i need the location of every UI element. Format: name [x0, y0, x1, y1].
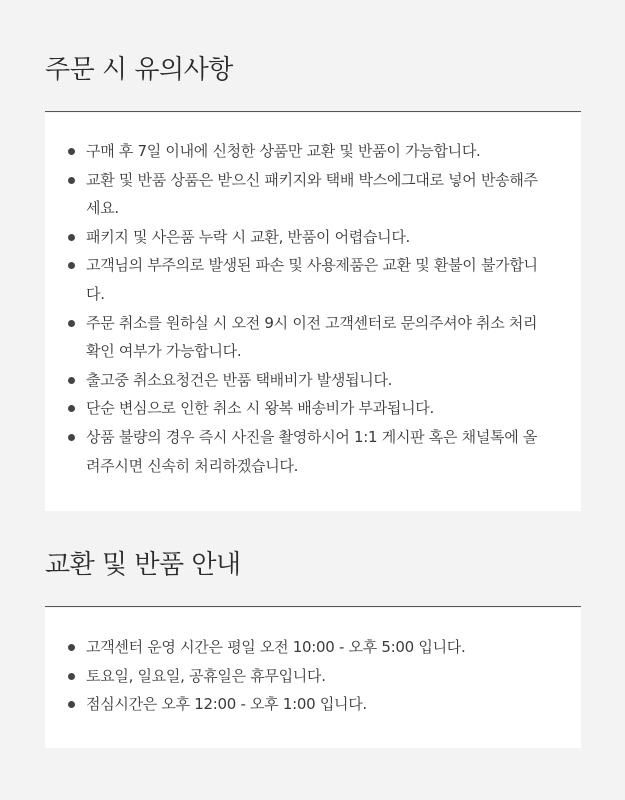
order-notice-divider: [45, 111, 581, 112]
exchange-guide-list: [86, 633, 551, 719]
list-item: [86, 662, 551, 691]
list-item: [86, 309, 551, 366]
list-item: [86, 394, 551, 423]
bullet-icon: [68, 434, 75, 441]
list-item-text: 단순 변심으로 인한 취소 시 왕복 배송비가 부과됩니다.: [86, 399, 434, 418]
order-notice-title: 주문 시 유의사항: [45, 55, 233, 85]
bullet-icon: [68, 673, 75, 680]
list-item: [86, 223, 551, 252]
list-item-text: 상품 불량의 경우 즉시 사진을 촬영하시어 1:1 게시판 혹은 채널톡에 올려주시면 신속히 처리하겠습니다.: [86, 427, 538, 475]
list-item: [86, 423, 551, 480]
bullet-icon: [68, 177, 75, 184]
exchange-guide-title: 교환 및 반품 안내: [45, 550, 241, 580]
bullet-icon: [68, 262, 75, 269]
list-item: [86, 166, 551, 223]
bullet-icon: [68, 234, 75, 241]
list-item-text: 출고중 취소요청건은 반품 택배비가 발생됩니다.: [86, 370, 393, 389]
list-item: [86, 366, 551, 395]
list-item: [86, 690, 551, 719]
list-item-text: 고객님의 부주의로 발생된 파손 및 사용제품은 교환 및 환불이 불가합니다.: [86, 256, 538, 303]
list-item-text: 교환 및 반품 상품은 받으신 패키지와 택배 박스에그대로 넣어 반송해주세요.: [86, 170, 538, 218]
order-notice-list: [86, 137, 551, 480]
bullet-icon: [68, 320, 75, 327]
list-item-text: 구매 후 7일 이내에 신청한 상품만 교환 및 반품이 가능합니다.: [86, 142, 481, 160]
bullet-icon: [68, 405, 75, 412]
list-item-text: 점심시간은 오후 12:00 - 오후 1:00 입니다.: [86, 695, 367, 714]
order-notice-card: [45, 113, 581, 511]
exchange-guide-divider: [45, 606, 581, 607]
list-item-text: 패키지 및 사은품 누락 시 교환, 반품이 어렵습니다.: [86, 227, 411, 246]
bullet-icon: [68, 148, 75, 155]
bullet-icon: [68, 377, 75, 384]
bullet-icon: [68, 644, 75, 651]
exchange-guide-card: [45, 608, 581, 748]
list-item: [86, 633, 551, 662]
list-item: [86, 137, 551, 166]
bullet-icon: [68, 701, 75, 708]
list-item-text: 주문 취소를 원하실 시 오전 9시 이전 고객센터로 문의주셔야 취소 처리 확인 여부가 가능합니다.: [86, 313, 538, 361]
list-item-text: 고객센터 운영 시간은 평일 오전 10:00 - 오후 5:00 입니다.: [86, 638, 466, 656]
list-item-text: 토요일, 일요일, 공휴일은 휴무입니다.: [86, 666, 326, 685]
list-item: [86, 251, 551, 308]
